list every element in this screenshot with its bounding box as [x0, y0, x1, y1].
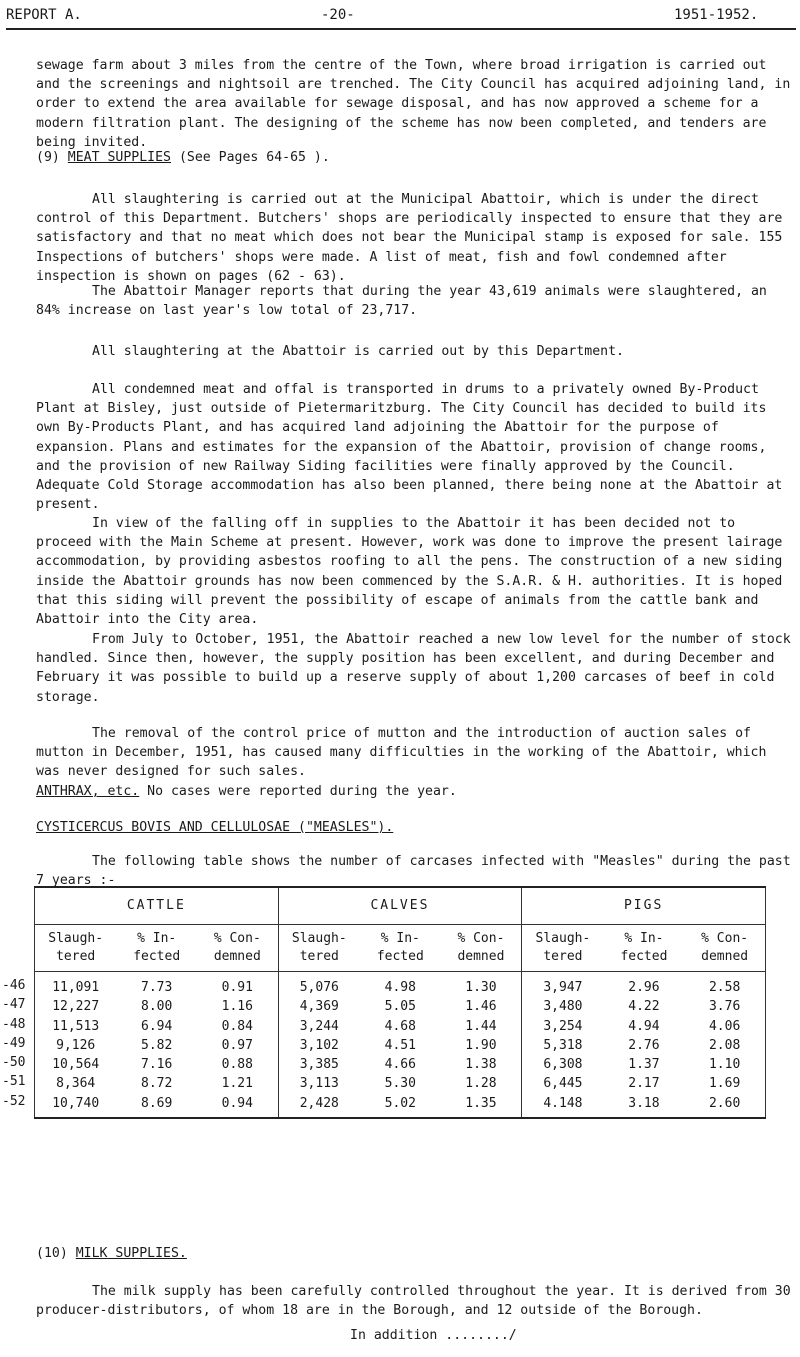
calves-condemned-header: % Con- demned	[441, 925, 522, 972]
table-cell: 0.84	[221, 1018, 253, 1034]
table-cell: 4.66	[384, 1057, 416, 1073]
table-cell: 3,254	[543, 1018, 583, 1034]
table-cell: 8.00	[141, 999, 173, 1015]
meat-paragraph-5: In view of the falling off in supplies to the Abattoir it has been decided not to proceed with the Main Scheme at present. However, work was done to improve the present lairage accommodation, by providing asbestos roofing to all the pens. The construction of a new siding inside the Abattoir grounds has now been commenced by the S.A.R. & H. authorities. It is hoped that this siding will prevent the possibility of escape of animals from the cattle bank and Abattoir into the City area.	[36, 516, 783, 628]
table-cell: 2.76	[628, 1037, 660, 1053]
table-cell: 0.94	[221, 1095, 253, 1111]
table-cell: 1.69	[708, 1076, 741, 1092]
year-label: -47	[2, 997, 26, 1013]
table-cell: 5.02	[384, 1095, 416, 1111]
cysticercus-heading: CYSTICERCUS BOVIS AND CELLULOSAE ("MEASLES").	[36, 820, 394, 835]
meat-paragraph-1: All slaughtering is carried out at the Municipal Abattoir, which is under the direct control of this Department. Butchers' shops are periodically inspected to ensure that they are satisfactory and that no meat which does not bear the Municipal stamp is exposed for sale. 155 Inspections of butchers' shops were made. A list of meat, fish and fowl condemned after inspection is shown on pages (62 - 63).	[36, 192, 783, 284]
table-cell: 4.98	[384, 980, 416, 995]
pigs-slaughtered-header: Slaugh- tered	[522, 925, 604, 972]
pigs-slaughtered-column	[522, 972, 604, 1119]
table-cell: 6,445	[543, 1076, 583, 1092]
pigs-infected-column	[604, 972, 685, 1119]
report-year: 1951-1952.	[674, 7, 759, 23]
year-label: -48	[2, 1016, 26, 1032]
table-cell: 2.60	[708, 1095, 741, 1111]
anthrax-line	[36, 782, 792, 801]
year-label: -51	[2, 1074, 26, 1090]
meat-paragraph-2: The Abattoir Manager reports that during the year 43,619 animals were slaughtered, an 84% increase on last year's low total of 23,717.	[36, 284, 767, 319]
table-cell: 1.38	[465, 1057, 497, 1073]
table-cell: 3.18	[628, 1095, 660, 1111]
calves-slaughtered-header: Slaugh- tered	[278, 925, 360, 972]
cattle-infected-column	[116, 972, 197, 1119]
table-cell: 1.28	[465, 1076, 497, 1092]
section-9-title: MEAT SUPPLIES	[67, 150, 171, 165]
table-cell: 2.58	[708, 980, 741, 995]
calves-condemned-column	[441, 972, 522, 1119]
table-cell: 3,480	[543, 999, 583, 1015]
table-cell: 5.30	[384, 1076, 416, 1092]
meat-paragraph-4: All condemned meat and offal is transported in drums to a privately owned By-Product Plant at Bisley, just outside of Pietermaritzburg. The City Council has decided to build its own By-Products Plant, and has acquired land adjoining the Abattoir for the purpose of expansion. Plans and estimates for the expansion of the Abattoir, provision of change rooms, and the provision of new Railway Siding facilities were finally approved by the Council. Adequate Cold Storage accommodation has also been planned, there being none at the Abattoir at present.	[36, 382, 783, 513]
table-cell: 11,513	[52, 1018, 100, 1034]
group-header-pigs: PIGS	[522, 887, 766, 925]
calves-infected-header: % In- fected	[360, 925, 441, 972]
table-cell: 7.73	[141, 980, 173, 995]
measles-table	[34, 886, 766, 1119]
cattle-slaughtered-column	[35, 972, 117, 1119]
pigs-condemned-column	[684, 972, 765, 1119]
table-cell: 1.90	[465, 1037, 497, 1053]
meat-paragraph-7: The removal of the control price of mutton and the introduction of auction sales of mutton in December, 1951, has caused many difficulties in the working of the Abattoir, which was never designed for such sales.	[36, 726, 767, 780]
section-10-heading	[36, 1244, 792, 1263]
table-cell: 10,564	[52, 1057, 100, 1073]
year-label: -52	[2, 1093, 26, 1109]
table-body-row	[35, 972, 766, 1119]
cattle-slaughtered-header: Slaugh- tered	[35, 925, 117, 972]
table-cell: 5.05	[384, 999, 416, 1015]
pigs-infected-header: % In- fected	[604, 925, 685, 972]
table-cell: 6,308	[543, 1057, 583, 1073]
table-cell: 1.37	[628, 1057, 660, 1073]
table-cell: 2.96	[628, 980, 660, 995]
milk-paragraph: The milk supply has been carefully controlled throughout the year. It is derived from 30 producer-distributors, of whom 18 are in the Borough, and 12 outside of the Borough.	[36, 1284, 791, 1319]
table-cell: 1.30	[465, 980, 497, 995]
table-cell: 2,428	[299, 1095, 339, 1111]
table-cell: 4.06	[708, 1018, 741, 1034]
table-cell: 1.44	[465, 1018, 497, 1034]
table-cell: 0.88	[221, 1057, 253, 1073]
table-cell: 2.17	[628, 1076, 660, 1092]
header-rule	[6, 28, 796, 30]
meat-paragraph-6: From July to October, 1951, the Abattoir reached a new low level for the number of stock handled. Since then, however, the supply position has been excellent, and during December and February it was possible to build up a reserve supply of about 1,200 carcases of beef in cold storage.	[36, 632, 791, 705]
table-cell: 8.69	[141, 1095, 173, 1111]
table-cell: 4.68	[384, 1018, 416, 1034]
section-9-page-ref: (See Pages 64-65 ).	[178, 150, 330, 165]
table-cell: 8.72	[141, 1076, 173, 1092]
section-10-title: MILK SUPPLIES.	[75, 1246, 187, 1261]
year-label: -49	[2, 1035, 26, 1051]
table-cell: 3.76	[708, 999, 741, 1015]
table-cell: 3,113	[299, 1076, 339, 1092]
table-cell: 10,740	[52, 1095, 100, 1111]
table-cell: 11,091	[52, 980, 100, 995]
cattle-infected-header: % In- fected	[116, 925, 197, 972]
table-cell: 5.82	[141, 1037, 173, 1053]
report-label: REPORT A.	[6, 7, 82, 23]
table-cell: 4.22	[628, 999, 660, 1015]
table-cell: 6.94	[141, 1018, 173, 1034]
year-labels	[2, 976, 25, 1111]
table-cell: 1.35	[465, 1095, 497, 1111]
cattle-condemned-header: % Con- demned	[197, 925, 278, 972]
table-cell: 3,947	[543, 980, 583, 995]
sewage-paragraph: sewage farm about 3 miles from the centre of the Town, where broad irrigation is carried out and the screenings and nightsoil are trenched. The City Council has acquired adjoining land, in order to extend the area available for sewage disposal, and has now approved a scheme for a modern filtration plant. The designing of the scheme has now been completed, and tenders are being invited.	[36, 58, 791, 150]
meat-paragraph-3: All slaughtering at the Abattoir is carried out by this Department.	[92, 344, 624, 359]
anthrax-heading: ANTHRAX, etc.	[36, 784, 140, 799]
table-cell: 7.16	[141, 1057, 173, 1073]
table-cell: 12,227	[52, 999, 100, 1015]
table-cell: 3,385	[299, 1057, 339, 1073]
table-cell: 1.21	[221, 1076, 253, 1092]
table-cell: 3,244	[299, 1018, 339, 1034]
calves-slaughtered-column	[278, 972, 360, 1119]
year-label: -50	[2, 1055, 26, 1071]
table-cell: 3,102	[299, 1037, 339, 1053]
cattle-condemned-column	[197, 972, 278, 1119]
table-cell: 9,126	[56, 1037, 96, 1053]
anthrax-text: No cases were reported during the year.	[147, 784, 457, 799]
page-number: -20-	[321, 7, 355, 23]
table-cell: 8,364	[56, 1076, 96, 1092]
table-cell: 0.91	[221, 980, 253, 995]
table-cell: 4.51	[384, 1037, 416, 1053]
table-cell: 4,369	[299, 999, 339, 1015]
table-cell: 5,318	[543, 1037, 583, 1053]
table-cell: 1.46	[465, 999, 497, 1015]
table-cell: 1.10	[708, 1057, 741, 1073]
year-label: -46	[2, 978, 26, 993]
section-10-number: (10)	[36, 1246, 68, 1261]
table-cell: 4.148	[543, 1095, 583, 1111]
page-header	[6, 4, 796, 30]
calves-infected-column	[360, 972, 441, 1119]
table-intro-paragraph: The following table shows the number of carcases infected with "Measles" during the past 7 years :-	[36, 854, 791, 889]
table-cell: 5,076	[299, 980, 339, 995]
table-cell: 0.97	[221, 1037, 253, 1053]
group-header-cattle: CATTLE	[35, 887, 279, 925]
table-cell: 1.16	[221, 999, 253, 1015]
section-9-heading	[36, 148, 792, 167]
continuation-note: In addition ......../	[350, 1328, 517, 1343]
table-cell: 4.94	[628, 1018, 660, 1034]
pigs-condemned-header: % Con- demned	[684, 925, 765, 972]
section-9-number: (9)	[36, 150, 60, 165]
group-header-calves: CALVES	[278, 887, 522, 925]
table-cell: 2.08	[708, 1037, 741, 1053]
